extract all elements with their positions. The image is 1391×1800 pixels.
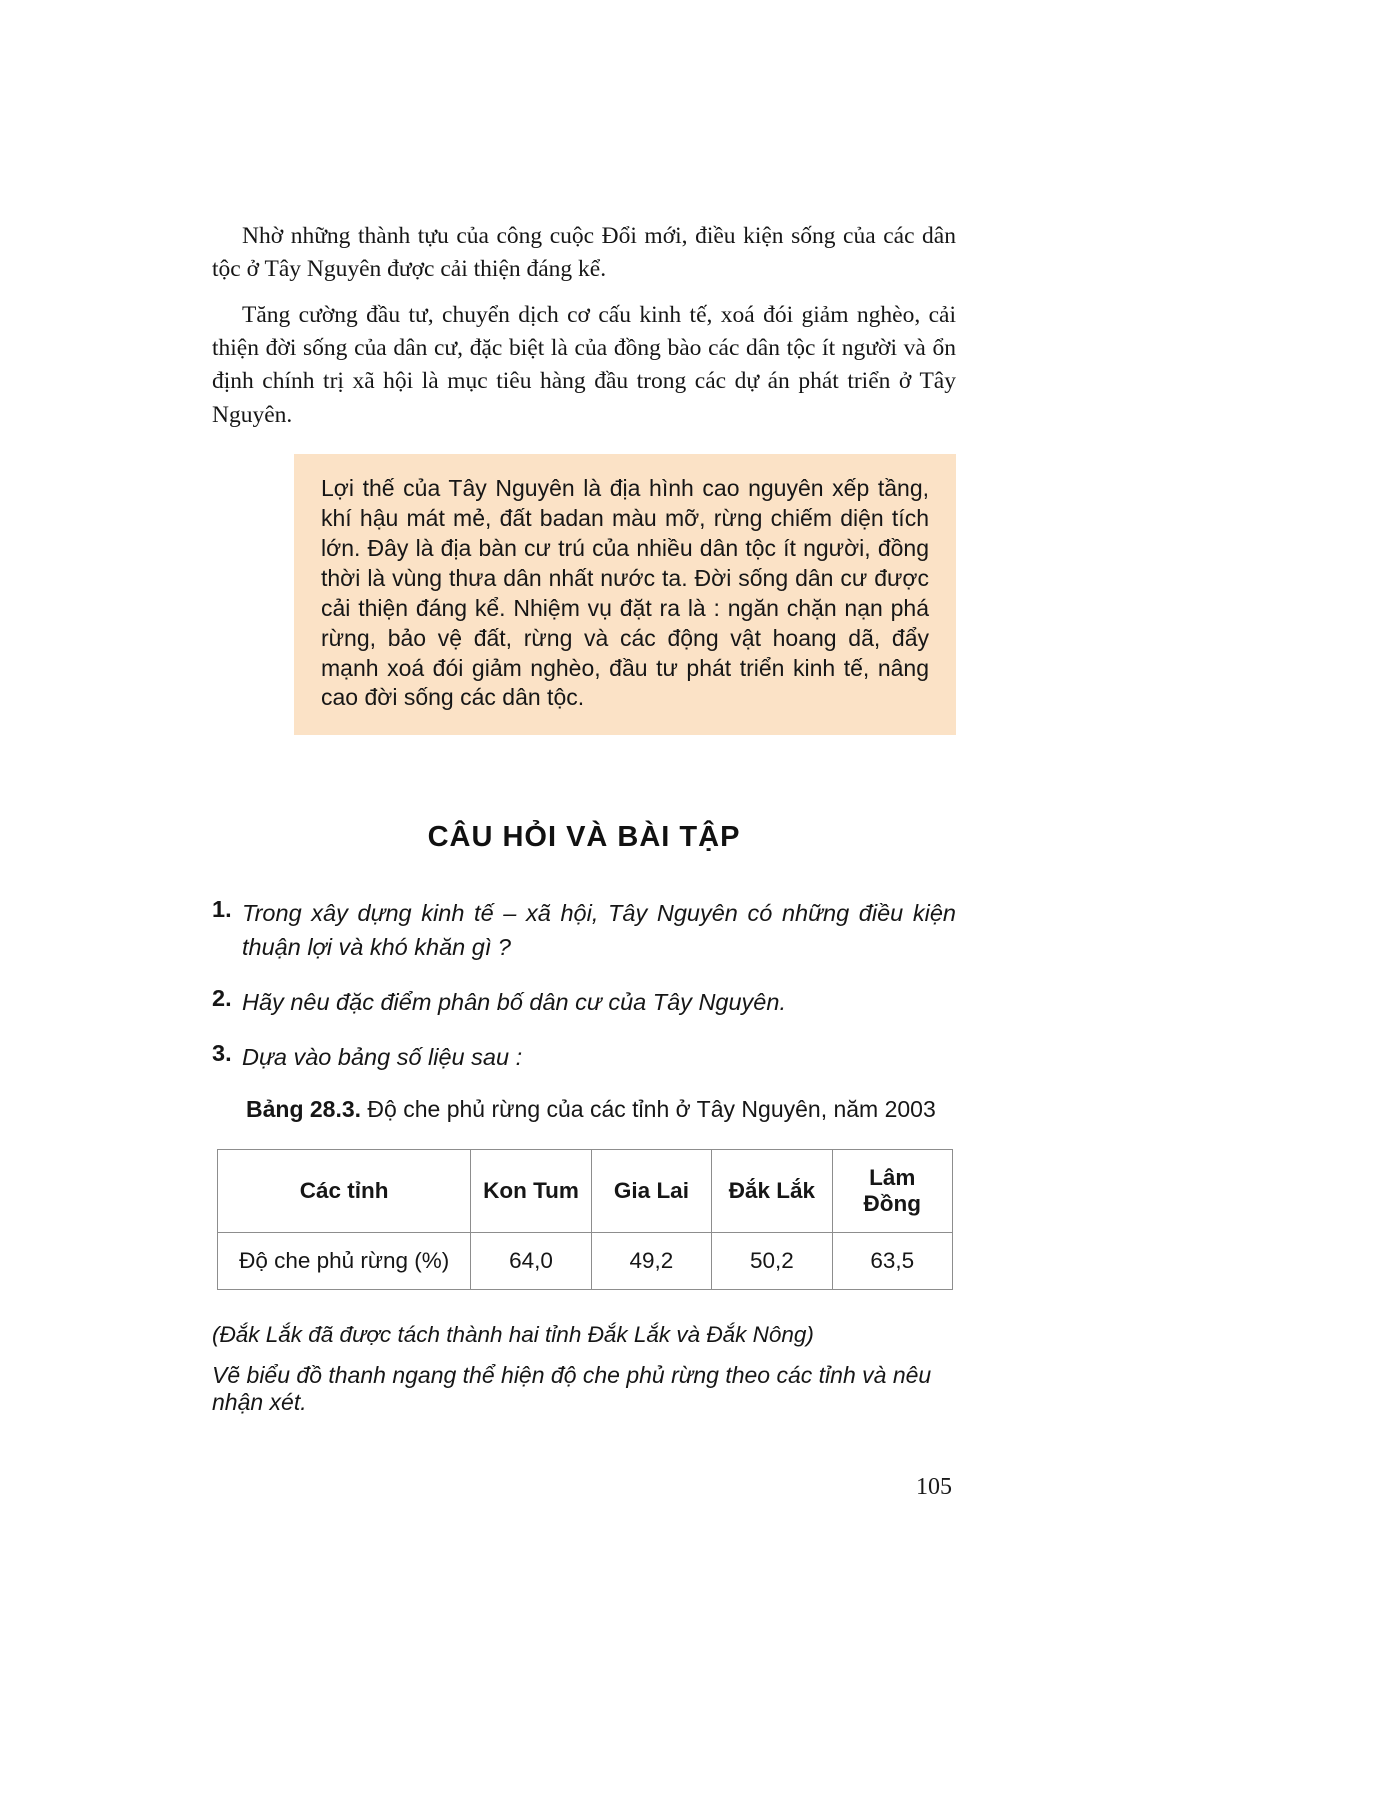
table-caption-label: Bảng 28.3. — [246, 1095, 362, 1122]
question-number: 3. — [212, 1040, 232, 1067]
forest-cover-table — [217, 1149, 953, 1290]
table-header-cell: Kon Tum — [471, 1149, 591, 1232]
paragraph: Tăng cường đầu tư, chuyển dịch cơ cấu kinh tế, xoá đói giảm nghèo, cải thiện đời sống của dân cư, đặc biệt là của đồng bào các dân tộc ít người và ổn định chính trị xã hội là mục tiêu hàng đầu trong các dự án phát triển ở Tây Nguyên. — [212, 301, 956, 428]
question-list — [212, 896, 956, 1074]
question-item — [212, 1040, 956, 1074]
section-heading: CÂU HỎI VÀ BÀI TẬP — [427, 821, 741, 854]
question-number: 1. — [212, 896, 232, 923]
page-content — [212, 220, 956, 1501]
question-item — [212, 985, 956, 1019]
table-value-cell: 63,5 — [832, 1232, 952, 1289]
question-text: Hãy nêu đặc điểm phân bố dân cư của Tây Nguyên. — [242, 989, 786, 1016]
summary-box: Lợi thế của Tây Nguyên là địa hình cao nguyên xếp tầng, khí hậu mát mẻ, đất badan màu mỡ, rừng chiếm diện tích lớn. Đây là địa bàn cư trú của nhiều dân tộc ít người, đồng thời là vùng thưa dân nhất nước ta. Đời sống dân cư được cải thiện đáng kể. Nhiệm vụ đặt ra là : ngăn chặn nạn phá rừng, bảo vệ đất, rừng và các động vật hoang dã, đẩy mạnh xoá đói giảm nghèo, đầu tư phát triển kinh tế, nâng cao đời sống các dân tộc. — [294, 454, 956, 735]
table-value-cell: 50,2 — [712, 1232, 832, 1289]
table-header-row — [218, 1149, 953, 1232]
table-caption-text: Độ che phủ rừng của các tỉnh ở Tây Nguyên, năm 2003 — [361, 1095, 936, 1122]
page-number: 105 — [916, 1473, 952, 1500]
table-data-row — [218, 1232, 953, 1289]
question-number: 2. — [212, 985, 232, 1012]
table-header-cell: Đắk Lắk — [712, 1149, 832, 1232]
instruction-text: Vẽ biểu đồ thanh ngang thể hiện độ che phủ rừng theo các tỉnh và nêu nhận xét. — [212, 1361, 932, 1415]
table-caption — [246, 1096, 956, 1123]
table-row-label: Độ che phủ rừng (%) — [218, 1232, 471, 1289]
table-value-cell: 49,2 — [591, 1232, 711, 1289]
footnote: (Đắk Lắk đã được tách thành hai tỉnh Đắk Lắk và Đắk Nông) — [212, 1321, 814, 1347]
table-header-cell: Lâm Đồng — [832, 1149, 952, 1232]
table-value-cell: 64,0 — [471, 1232, 591, 1289]
question-text: Dựa vào bảng số liệu sau : — [242, 1044, 523, 1071]
table-header-cell: Các tỉnh — [218, 1149, 471, 1232]
table-header-cell: Gia Lai — [591, 1149, 711, 1232]
question-text: Trong xây dựng kinh tế – xã hội, Tây Nguyên có những điều kiện thuận lợi và khó khăn gì ? — [242, 900, 956, 961]
question-item — [212, 896, 956, 964]
paragraph: Nhờ những thành tựu của công cuộc Đổi mới, điều kiện sống của các dân tộc ở Tây Nguyên được cải thiện đáng kể. — [212, 223, 956, 283]
